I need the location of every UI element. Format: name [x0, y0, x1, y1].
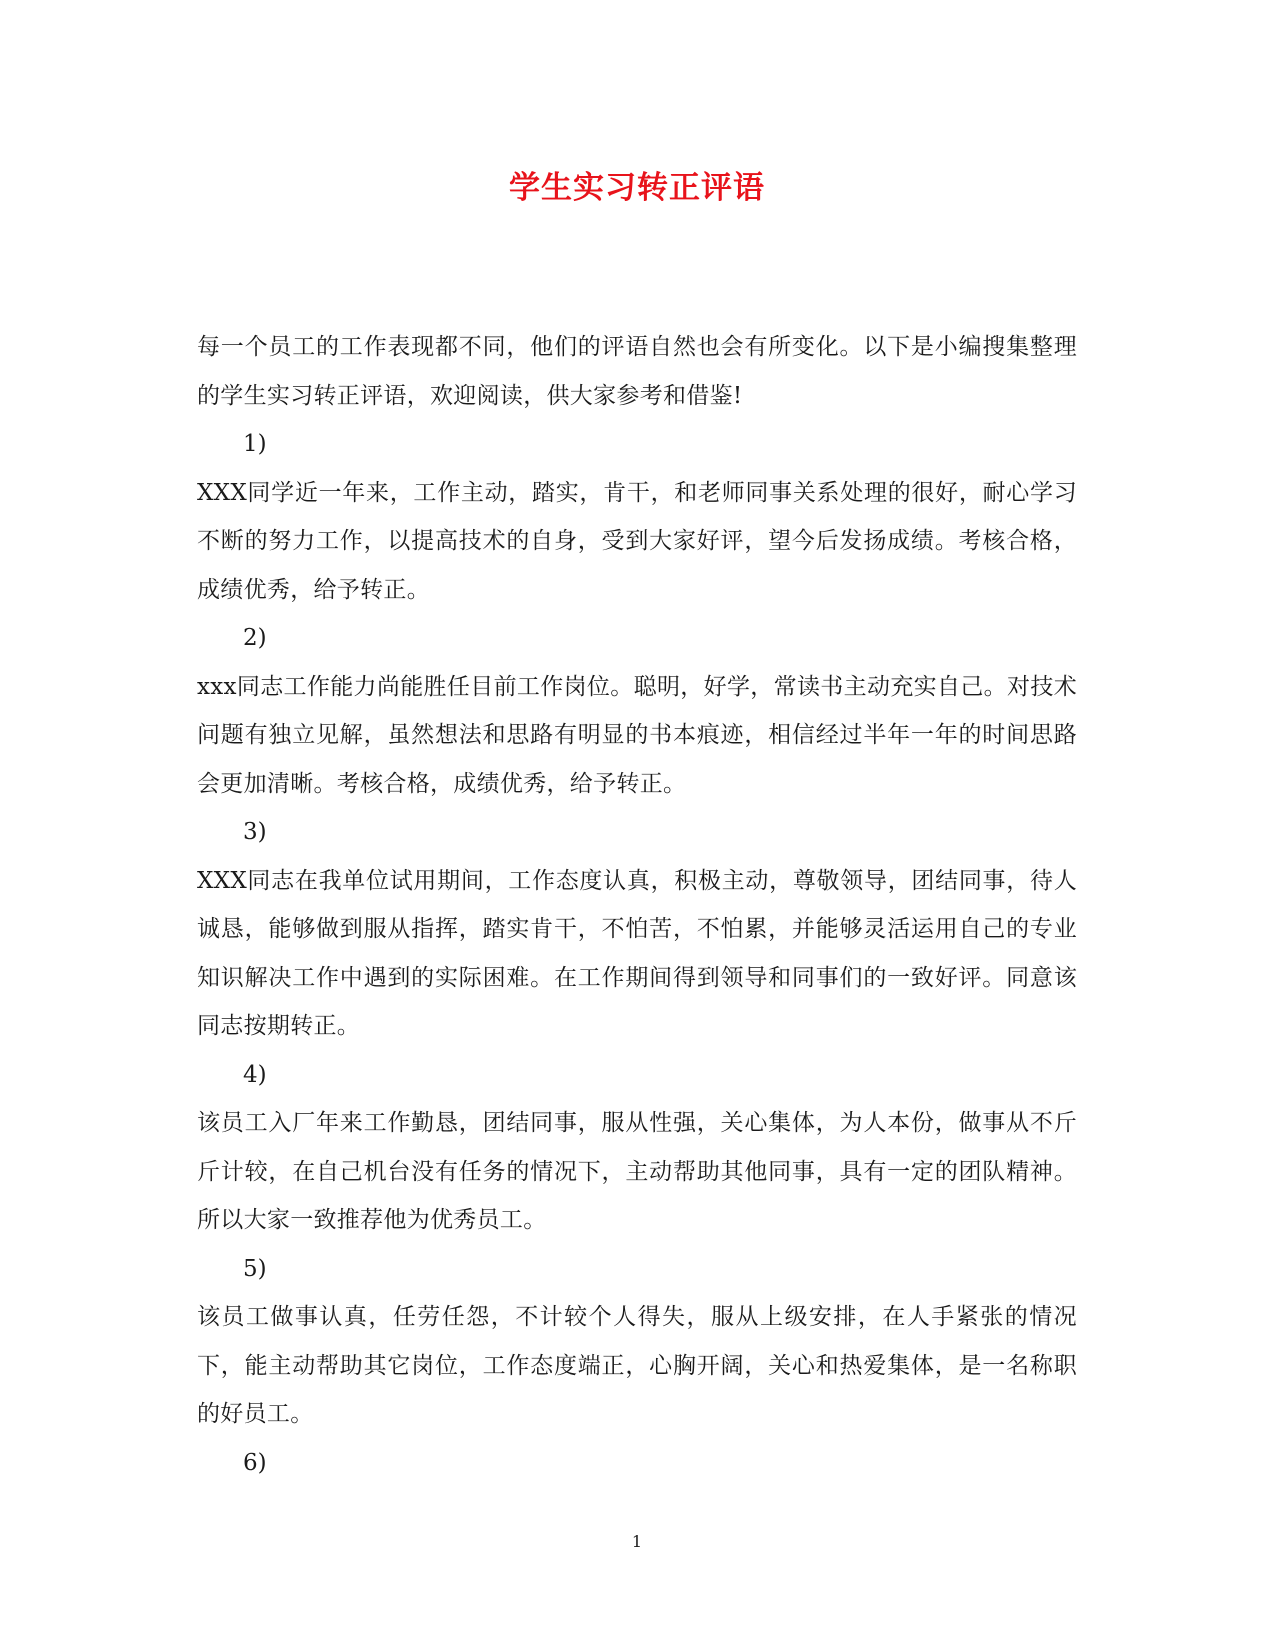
document-title: 学生实习转正评语	[509, 170, 765, 206]
item-number: 5)	[243, 1255, 267, 1282]
page-number: 1	[631, 1532, 643, 1551]
intro-paragraph: 每一个员工的工作表现都不同，他们的评语自然也会有所变化。以下是小编搜集整理的学生实习转正评语，欢迎阅读，供大家参考和借鉴!	[197, 334, 1077, 409]
item-number: 6)	[243, 1449, 267, 1476]
item-number: 1)	[243, 431, 267, 457]
item-paragraph: xxx同志工作能力尚能胜任目前工作岗位。聪明，好学，常读书主动充实自己。对技术问题有独立见解，虽然想法和思路有明显的书本痕迹，相信经过半年一年的时间思路会更加清晰。考核合格，成绩优秀，给予转正。	[197, 673, 1077, 797]
document-body	[197, 323, 1077, 1487]
item-number: 4)	[243, 1061, 267, 1088]
item-number: 2)	[243, 625, 267, 651]
item-paragraph: 该员工入厂年来工作勤恳，团结同事，服从性强，关心集体，为人本份，做事从不斤斤计较，在自己机台没有任务的情况下，主动帮助其他同事，具有一定的团队精神。所以大家一致推荐他为优秀员工。	[197, 1110, 1077, 1233]
item-number: 3)	[243, 819, 267, 845]
item-paragraph: 该员工做事认真，任劳任怨，不计较个人得失，服从上级安排，在人手紧张的情况下，能主动帮助其它岗位，工作态度端正，心胸开阔，关心和热爱集体，是一名称职的好员工。	[197, 1304, 1077, 1427]
item-paragraph: XXX同志在我单位试用期间，工作态度认真，积极主动，尊敬领导，团结同事，待人诚恳，能够做到服从指挥，踏实肯干，不怕苦，不怕累，并能够灵活运用自己的专业知识解决工作中遇到的实际困难。在工作期间得到领导和同事们的一致好评。同意该同志按期转正。	[197, 867, 1077, 1039]
item-paragraph: XXX同学近一年来，工作主动，踏实，肯干，和老师同事关系处理的很好，耐心学习不断的努力工作，以提高技术的自身，受到大家好评，望今后发扬成绩。考核合格，成绩优秀，给予转正。	[197, 479, 1077, 603]
